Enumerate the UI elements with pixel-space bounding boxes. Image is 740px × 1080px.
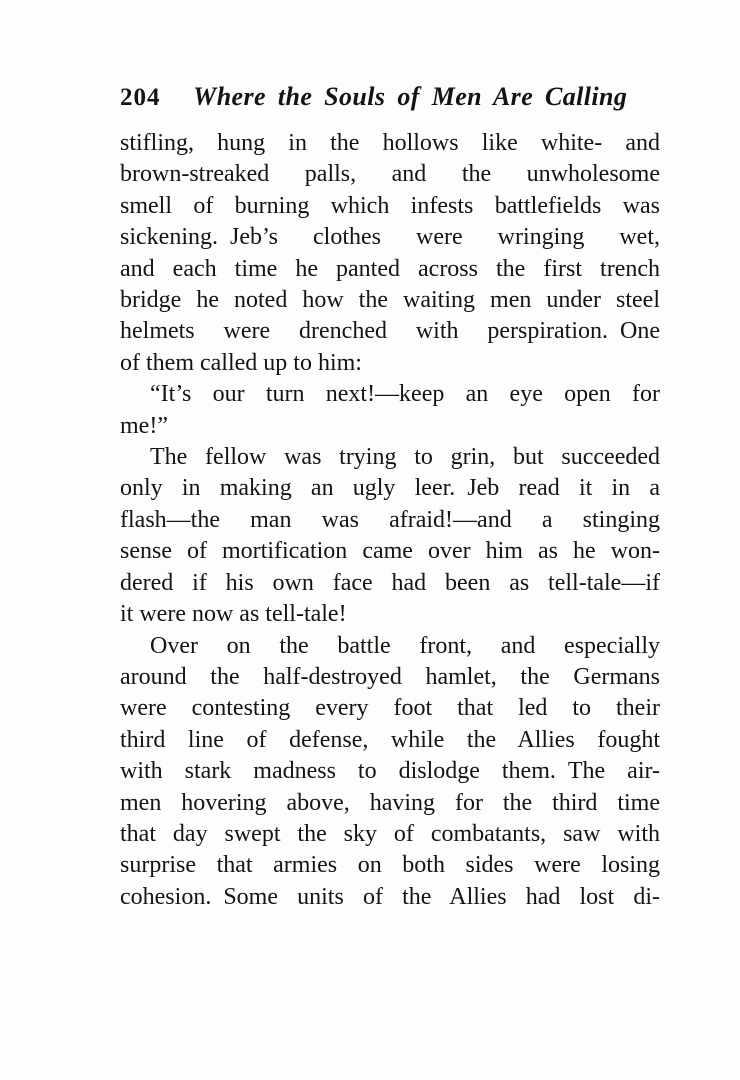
text-line: Over on the battle front, and especially <box>150 632 660 659</box>
text-line: me!” <box>120 412 168 439</box>
running-head <box>120 82 660 112</box>
text-line: dered if his own face had been as tell-tale—if <box>120 569 660 596</box>
text-line: The fellow was trying to grin, but succeeded <box>150 444 660 471</box>
text-line: smell of burning which infests battlefields was <box>120 192 660 219</box>
text-line: men hovering above, having for the third time <box>120 789 660 816</box>
paragraph <box>120 128 660 379</box>
text-line: it were now as tell-tale! <box>120 601 347 628</box>
text-line: third line of defense, while the Allies fought <box>120 726 660 753</box>
paragraph <box>120 379 660 442</box>
text-line: cohesion. Some units of the Allies had lost di- <box>120 883 660 910</box>
text-line: brown-streaked palls, and the unwholesome <box>120 161 660 188</box>
text-line: sickening. Jeb’s clothes were wringing wet, <box>120 224 660 251</box>
paragraph <box>120 442 660 630</box>
text-line: that day swept the sky of combatants, saw with <box>120 820 660 847</box>
text-line: helmets were drenched with perspiration. One <box>120 318 660 345</box>
text-line: and each time he panted across the first trench <box>120 255 660 282</box>
text-line: surprise that armies on both sides were losing <box>120 852 660 879</box>
text-line: “It’s our turn next!—keep an eye open for <box>150 381 660 408</box>
text-line: of them called up to him: <box>120 349 362 376</box>
text-line: were contesting every foot that led to their <box>120 695 660 722</box>
text-line: around the half-destroyed hamlet, the Germans <box>120 663 660 690</box>
body-text <box>120 128 660 913</box>
text-line: with stark madness to dislodge them. The air- <box>120 758 660 785</box>
text-line: stifling, hung in the hollows like white- and <box>120 130 660 156</box>
text-line: sense of mortification came over him as he won- <box>120 538 660 565</box>
text-line: bridge he noted how the waiting men under steel <box>120 287 660 314</box>
text-line: flash—the man was afraid!—and a stinging <box>120 506 660 533</box>
page-number: 204 <box>120 84 161 111</box>
paragraph <box>120 631 660 914</box>
running-title: Where the Souls of Men Are Calling <box>193 82 628 111</box>
text-line: only in making an ugly leer. Jeb read it in a <box>120 475 660 502</box>
